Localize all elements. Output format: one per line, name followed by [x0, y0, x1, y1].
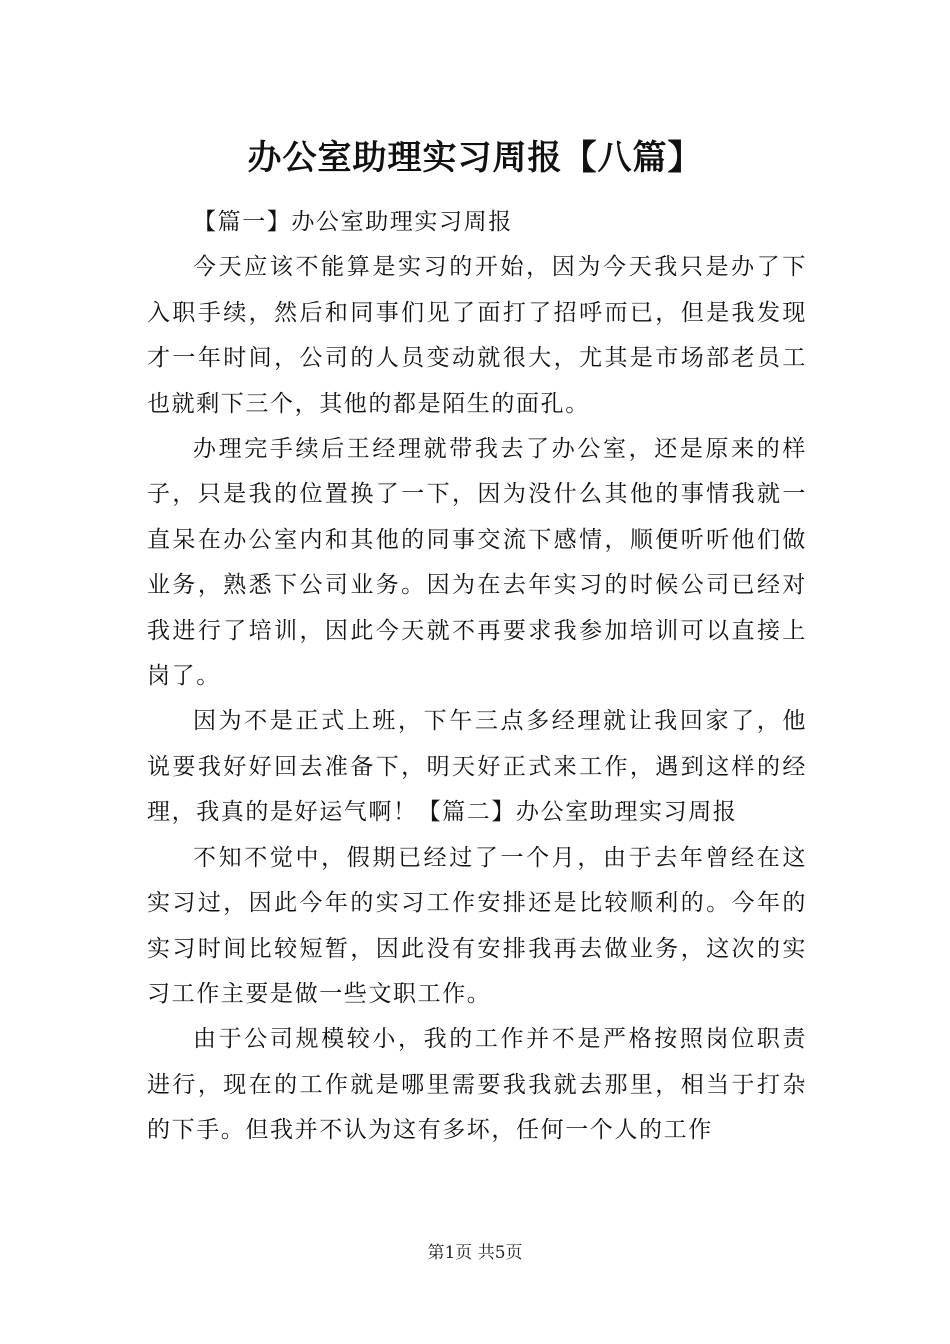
section-heading-part-one: 【篇一】办公室助理实习周报: [193, 209, 513, 235]
paragraph: 由于公司规模较小，我的工作并不是严格按照岗位职责进行，现在的工作就是哪里需要我我就去那里，相当于打杂的下手。但我并不认为这有多坏，任何一个人的工作: [147, 1026, 807, 1144]
document-body: [147, 200, 807, 1154]
page-footer: 第1页 共5页: [427, 1243, 523, 1263]
paragraph: 不知不觉中，假期已经过了一个月，由于去年曾经在这实习过，因此今年的实习工作安排还是比较顺利的。今年的实习时间比较短暂，因此没有安排我再去做业务，这次的实习工作主要是做一些文职工作。: [147, 844, 807, 1007]
document-title: 办公室助理实习周报【八篇】: [247, 138, 703, 178]
paragraph: 因为不是正式上班，下午三点多经理就让我回家了，他说要我好好回去准备下，明天好正式来工作，遇到这样的经理，我真的是好运气啊！【篇二】办公室助理实习周报: [147, 708, 807, 826]
paragraph: 今天应该不能算是实习的开始，因为今天我只是办了下入职手续，然后和同事们见了面打了招呼而已，但是我发现才一年时间，公司的人员变动就很大，尤其是市场部老员工也就剩下三个，其他的都是陌生的面孔。: [147, 254, 807, 417]
paragraph: 办理完手续后王经理就带我去了办公室，还是原来的样子，只是我的位置换了一下，因为没什么其他的事情我就一直呆在办公室内和其他的同事交流下感情，顺便听听他们做业务，熟悉下公司业务。因为在去年实习的时候公司已经对我进行了培训，因此今天就不再要求我参加培训可以直接上岗了。: [147, 436, 807, 690]
